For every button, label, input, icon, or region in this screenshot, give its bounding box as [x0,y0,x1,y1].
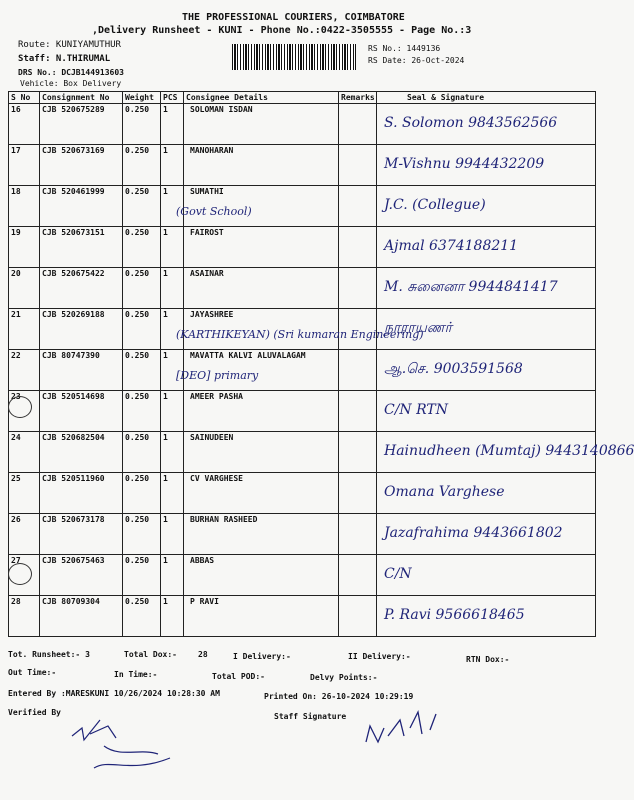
cell-consignee: SAINUDEEN [184,432,339,473]
col-seal-signature: Seal & Signature [377,92,596,104]
cell-consignment-no: CJB 520511960 [40,473,123,514]
i-delivery: I Delivery:- [233,652,291,661]
table-row [9,391,596,432]
cell-remarks [339,432,377,473]
cell-consignment-no: CJB 520514698 [40,391,123,432]
cell-consignee: ABBAS [184,555,339,596]
col-sno: S No [9,92,40,104]
total-dox-value: 28 [198,650,208,659]
handwritten-note: [DEO] primary [176,369,259,382]
cell-consignee: ASAINAR [184,268,339,309]
cell-sno: 26 [9,514,40,555]
total-dox-label: Total Dox:- [124,650,177,659]
cell-remarks [339,391,377,432]
cell-consignee: MAVATTA KALVI ALUVALAGAM [184,350,339,391]
cell-remarks [339,350,377,391]
cell-pcs: 1 [161,104,184,145]
table-row [9,473,596,514]
handwritten-signature: C/N [384,566,412,582]
cell-remarks [339,473,377,514]
cell-sno: 20 [9,268,40,309]
handwritten-signature: J.C. (Collegue) [384,197,486,213]
handwritten-signature: C/N RTN [384,402,449,418]
cell-weight: 0.250 [123,309,161,350]
table-row [9,186,596,227]
cell-weight: 0.250 [123,432,161,473]
ii-delivery: II Delivery:- [348,652,411,661]
printed-on: Printed On: 26-10-2024 10:29:19 [264,692,414,701]
handwritten-signature: நாராயணர் [384,320,452,336]
staff-signature-label: Staff Signature [274,712,347,721]
handwritten-signature: S. Solomon 9843562566 [384,115,558,131]
cell-consignment-no: CJB 520269188 [40,309,123,350]
cell-remarks [339,514,377,555]
tot-runsheet: Tot. Runsheet:- 3 [8,650,90,659]
vehicle-label: Vehicle: Box Delivery [20,79,122,88]
cell-remarks [339,145,377,186]
cell-sno: 28 [9,596,40,637]
cell-remarks [339,227,377,268]
col-remarks: Remarks [339,92,377,104]
rtn-dox: RTN Dox:- [466,655,510,664]
cell-sno: 16 [9,104,40,145]
handwritten-note: (Govt School) [176,205,252,218]
cell-weight: 0.250 [123,514,161,555]
cell-consignee: JAYASHREE [184,309,339,350]
cell-remarks [339,104,377,145]
handwritten-signature: Jazafrahima 9443661802 [384,525,563,541]
cell-consignee: SUMATHI [184,186,339,227]
table-header-row [9,92,596,104]
cell-weight: 0.250 [123,186,161,227]
cell-consignee: P RAVI [184,596,339,637]
cell-consignment-no: CJB 520673151 [40,227,123,268]
cell-pcs: 1 [161,268,184,309]
cell-pcs: 1 [161,596,184,637]
cell-consignee: AMEER PASHA [184,391,339,432]
cell-consignment-no: CJB 80709304 [40,596,123,637]
cell-remarks [339,268,377,309]
cell-weight: 0.250 [123,145,161,186]
cell-pcs: 1 [161,309,184,350]
cell-pcs: 1 [161,473,184,514]
col-consignee: Consignee Details [184,92,339,104]
handwritten-signature: Omana Varghese [384,484,505,500]
cell-consignment-no: CJB 520673178 [40,514,123,555]
rs-number: RS No.: 1449136 [368,44,441,53]
cell-sno: 19 [9,227,40,268]
cell-sno: 23 [9,391,40,432]
cell-sno: 18 [9,186,40,227]
cell-consignment-no: CJB 520673169 [40,145,123,186]
cell-sno: 17 [9,145,40,186]
cell-consignee: BURHAN RASHEED [184,514,339,555]
col-pcs: PCS [161,92,184,104]
cell-sno: 27 [9,555,40,596]
handwritten-signature: ஆ.செ. 9003591568 [384,361,523,377]
cell-consignment-no: CJB 80747390 [40,350,123,391]
col-weight: Weight [123,92,161,104]
cell-consignment-no: CJB 520675463 [40,555,123,596]
cell-consignment-no: CJB 520682504 [40,432,123,473]
cell-pcs: 1 [161,145,184,186]
route-label: Route: KUNIYAMUTHUR [18,40,121,50]
handwritten-signature: M. சுனைனா 9944841417 [384,279,558,295]
cell-pcs: 1 [161,186,184,227]
in-time: In Time:- [114,670,158,679]
cell-consignment-no: CJB 520461999 [40,186,123,227]
cell-weight: 0.250 [123,555,161,596]
staff-signature-scribble [360,700,470,750]
cell-pcs: 1 [161,432,184,473]
cell-consignment-no: CJB 520675289 [40,104,123,145]
cell-weight: 0.250 [123,350,161,391]
row-23-circle-mark [8,396,32,418]
cell-consignee: CV VARGHESE [184,473,339,514]
handwritten-note: (KARTHIKEYAN) (Sri kumaran Engineering) [176,328,424,341]
handwritten-signature: Hainudheen (Mumtaj) 9443140866 [384,443,634,459]
handwritten-signature: M-Vishnu 9944432209 [384,156,545,172]
table-row [9,555,596,596]
drs-number: DRS No.: DCJB144913603 [18,68,124,77]
cell-consignee: FAIROST [184,227,339,268]
barcode-image [232,44,356,70]
cell-sno: 24 [9,432,40,473]
cell-weight: 0.250 [123,596,161,637]
company-name: THE PROFESSIONAL COURIERS, COIMBATORE [182,12,405,23]
cell-remarks [339,186,377,227]
total-pod: Total POD:- [212,672,265,681]
cell-pcs: 1 [161,227,184,268]
rs-date: RS Date: 26-Oct-2024 [368,56,465,65]
out-time: Out Time:- [8,668,57,677]
cell-consignment-no: CJB 520675422 [40,268,123,309]
delvy-points: Delvy Points:- [310,673,378,682]
cell-sno: 21 [9,309,40,350]
cell-remarks [339,596,377,637]
cell-weight: 0.250 [123,473,161,514]
cell-pcs: 1 [161,514,184,555]
handwritten-signature: Ajmal 6374188211 [384,238,519,254]
cell-weight: 0.250 [123,227,161,268]
entered-by: Entered By :MARESKUNI 10/26/2024 10:28:30 AM [8,689,220,698]
cell-weight: 0.250 [123,391,161,432]
cell-consignee: MANOHARAN [184,145,339,186]
cell-sno: 22 [9,350,40,391]
cell-pcs: 1 [161,350,184,391]
row-27-circle-mark [8,563,32,585]
cell-pcs: 1 [161,555,184,596]
cell-sno: 25 [9,473,40,514]
cell-weight: 0.250 [123,104,161,145]
cell-pcs: 1 [161,391,184,432]
col-consignment: Consignment No [40,92,123,104]
verified-signature-scribble [60,698,190,778]
cell-consignee: SOLOMAN ISDAN [184,104,339,145]
cell-remarks [339,555,377,596]
staff-label: Staff: N.THIRUMAL [18,54,111,64]
verified-by: Verified By [8,708,61,717]
runsheet-title: ,Delivery Runsheet - KUNI - Phone No.:0422-3505555 - Page No.:3 [92,25,472,36]
handwritten-signature: P. Ravi 9566618465 [384,607,525,623]
cell-weight: 0.250 [123,268,161,309]
